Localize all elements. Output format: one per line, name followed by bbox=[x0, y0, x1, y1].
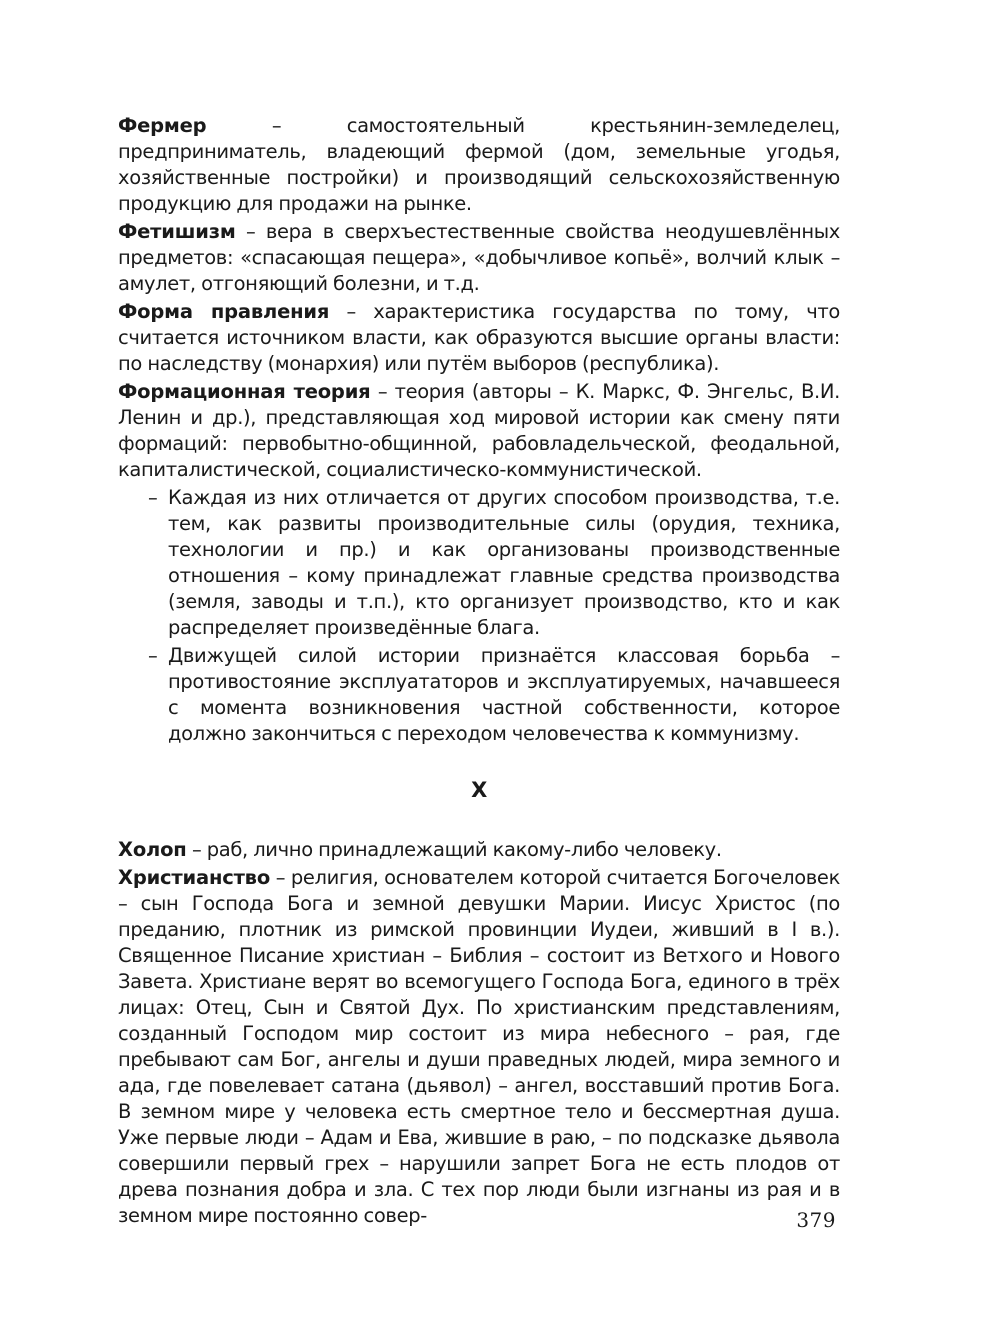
page-number: 379 bbox=[796, 1208, 836, 1232]
glossary-entry-formation-theory bbox=[118, 379, 840, 483]
entry-term: Форма правления bbox=[118, 300, 330, 323]
section-letter-heading: Х bbox=[471, 778, 487, 802]
page-body bbox=[118, 113, 840, 1231]
entry-definition: – религия, основателем которой считается Богочеловек – сын Господа Бога и земной девушки Марии. Иисус Христос (по преданию, плотник из римской провинции Иудеи, живший в I в.). Священное Писание христиан – Библия – состоит из Ветхого и Нового Завета. Христиане верят во всемогущего Господа Бога, единого в трёх лицах: Отец, Сын и Святой Дух. По христианским представлениям, созданный Господом мир состоит из мира небесного – рая, где пребывают сам Бог, ангелы и души праведных людей, мира земного и ада, где повелевает сатана (дьявол) – ангел, восставший против Бога. В земном мире у человека есть смертное тело и бессмертная душа. Уже первые люди – Адам и Ева, жившие в раю, – по подсказке дьявола совершили первый грех – нарушили запрет Бога не есть плодов от древа познания добра и зла. С тех пор люди были изгнаны из рая и в земном мире постоянно совер- bbox=[118, 866, 840, 1227]
entry-definition: – характеристика государства по тому, что считается источником власти, как образуются высшие органы власти: по наследству (монархия) или путём выборов (республика). bbox=[118, 300, 840, 375]
entry-term: Фетишизм bbox=[118, 220, 236, 243]
list-dash: – bbox=[148, 644, 158, 667]
entry-term: Христианство bbox=[118, 866, 271, 889]
list-item bbox=[118, 485, 840, 641]
entry-definition: – вера в сверхъестественные свойства неодушевлённых предметов: «спасающая пещера», «добычливое копьё», волчий клык – амулет, отгоняющий болезни, и т.д. bbox=[118, 220, 840, 295]
list-item-text: Движущей силой истории признаётся классовая борьба – противостояние эксплуататоров и эксплуатируемых, начавшееся с момента возникновения частной собственности, которое должно закончиться с переходом человечества к коммунизму. bbox=[168, 644, 840, 745]
entry-definition: – самостоятельный крестьянин-земледелец, предприниматель, владеющий фермой (дом, земельные угодья, хозяйственные постройки) и производящий сельскохозяйственную продукцию для продажи на рынке. bbox=[118, 114, 840, 215]
entry-definition: – теория (авторы – К. Маркс, Ф. Энгельс, В.И. Ленин и др.), представляющая ход мировой истории как смену пяти формаций: первобытно-общинной, рабовладельческой, феодальной, капиталистической, социалистическо-коммунистической. bbox=[118, 380, 840, 481]
formation-theory-points bbox=[118, 485, 840, 747]
entry-term: Холоп bbox=[118, 838, 187, 861]
entry-term: Формационная теория bbox=[118, 380, 371, 403]
glossary-entry-form-of-government bbox=[118, 299, 840, 377]
list-dash: – bbox=[148, 486, 158, 509]
glossary-entry-fetishism bbox=[118, 219, 840, 297]
glossary-entry-christianity bbox=[118, 865, 840, 1229]
entry-definition: – раб, лично принадлежащий какому-либо человеку. bbox=[186, 838, 722, 861]
glossary-entry-kholop bbox=[118, 837, 840, 863]
glossary-entry-farmer bbox=[118, 113, 840, 217]
entry-term: Фермер bbox=[118, 114, 207, 137]
list-item-text: Каждая из них отличается от других способом производства, т.е. тем, как развиты производительные силы (орудия, техника, технологии и пр.) и как организованы производственные отношения – кому принадлежат главные средства производства (земля, заводы и т.п.), кто организует производство, кто и как распределяет произведённые блага. bbox=[168, 486, 840, 639]
list-item bbox=[118, 643, 840, 747]
